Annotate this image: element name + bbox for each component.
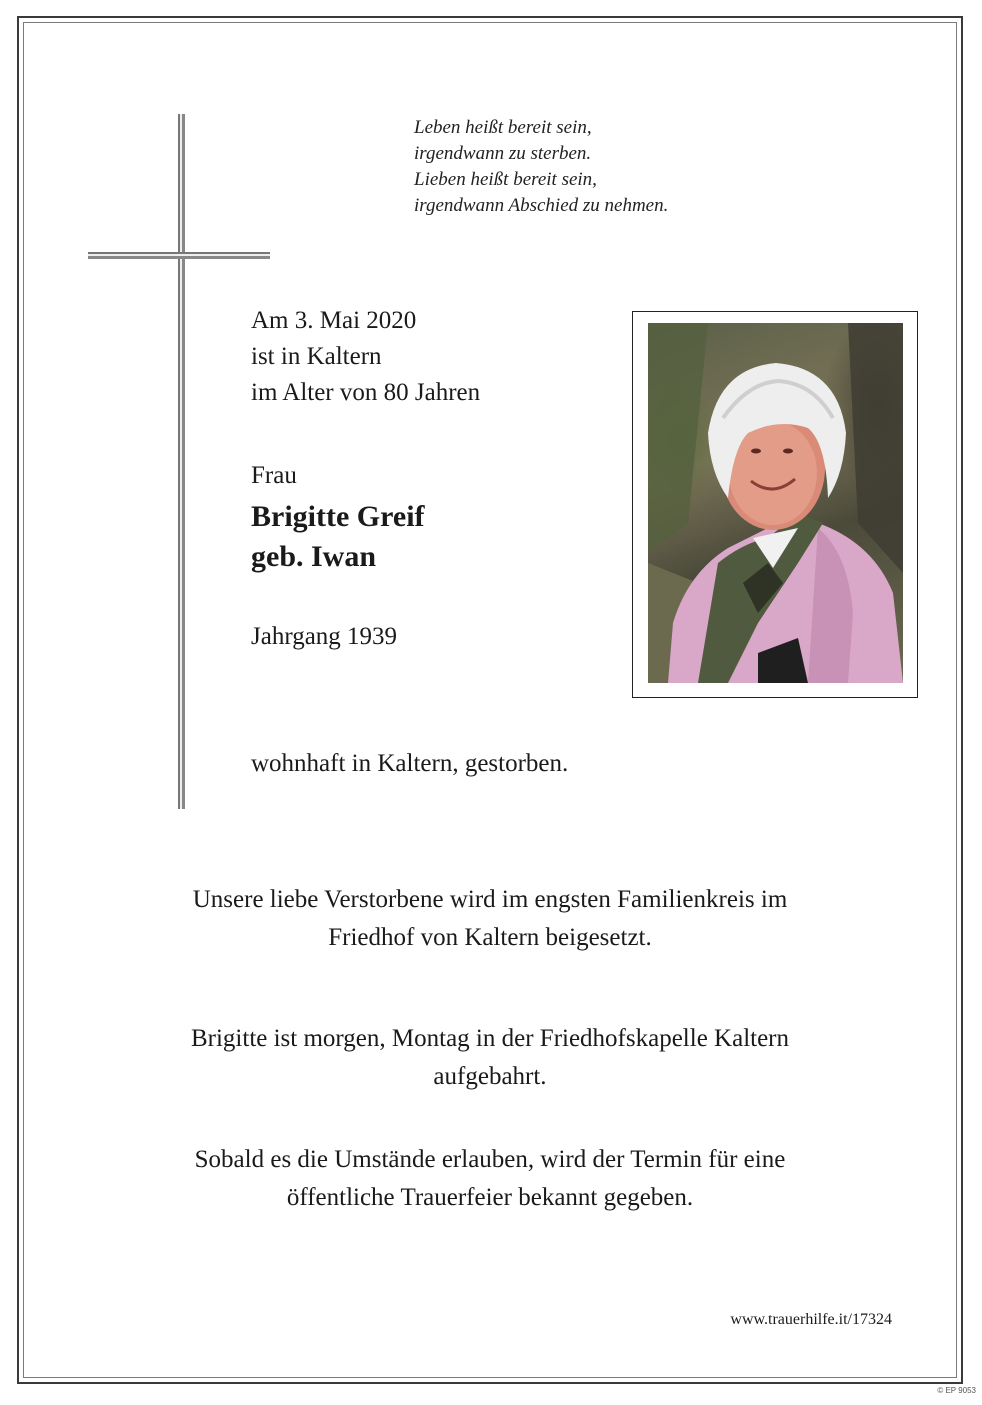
paragraph-line: Friedhof von Kaltern beigesetzt. <box>328 924 652 951</box>
poem-line: Lieben heißt bereit sein, <box>414 169 597 190</box>
cross-horizontal-bar <box>88 252 270 259</box>
portrait-illustration <box>648 323 903 683</box>
maiden-name: geb. Iwan <box>251 540 377 573</box>
deceased-name <box>251 497 425 577</box>
portrait-photo <box>648 323 903 683</box>
poem-line: irgendwann Abschied zu nehmen. <box>414 195 669 216</box>
website-link[interactable]: www.trauerhilfe.it/17324 <box>730 1311 892 1328</box>
intro-line: ist in Kaltern <box>251 343 382 370</box>
poem <box>414 115 668 219</box>
death-announcement-intro <box>251 303 480 411</box>
portrait-frame <box>632 311 918 698</box>
paragraph-line: Sobald es die Umstände erlauben, wird der Termin für eine <box>194 1146 786 1173</box>
paragraph-line: Unsere liebe Verstorbene wird im engsten Familienkreis im <box>192 886 788 913</box>
paragraph-line: öffentliche Trauerfeier bekannt gegeben. <box>286 1184 694 1211</box>
residence-line: wohnhaft in Kaltern, gestorben. <box>251 750 569 777</box>
full-name: Brigitte Greif <box>251 500 425 533</box>
poem-line: Leben heißt bereit sein, <box>414 117 592 138</box>
memorial-paragraph <box>60 1141 920 1217</box>
birth-year: Jahrgang 1939 <box>251 623 398 650</box>
burial-paragraph <box>60 881 920 957</box>
cross-vertical-bar <box>178 114 185 809</box>
intro-line: im Alter von 80 Jahren <box>251 379 481 406</box>
poem-line: irgendwann zu sterben. <box>414 143 592 164</box>
viewing-paragraph <box>60 1020 920 1096</box>
paragraph-line: Brigitte ist morgen, Montag in der Friedhofskapelle Kaltern <box>190 1025 790 1052</box>
intro-line: Am 3. Mai 2020 <box>251 307 417 334</box>
salutation: Frau <box>251 462 297 489</box>
paragraph-line: aufgebahrt. <box>433 1063 547 1090</box>
publisher-mark: © EP 9053 <box>937 1386 976 1395</box>
